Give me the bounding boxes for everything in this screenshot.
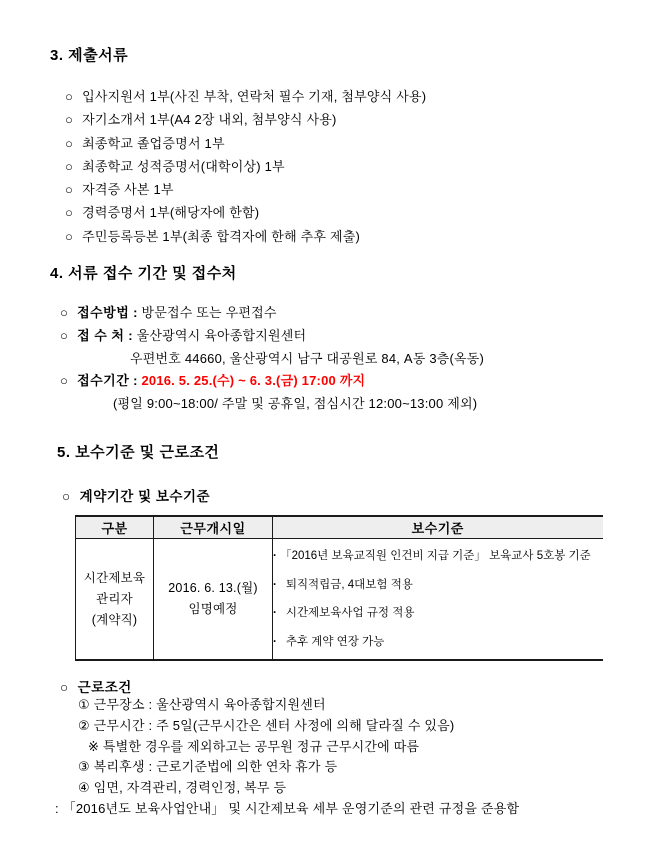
colon-separator: : [129,305,142,320]
category-cell [76,539,154,661]
pay-item-text: 「2016년 보육교직원 인건비 지급 기준」 보육교사 5호봉 기준 [285,550,591,562]
table-header-row [76,516,603,539]
condition-appointment: ④ 임면, 자격관리, 경력인정, 복무 등 [78,780,287,796]
circle-bullet-icon: ○ [60,373,69,389]
circle-bullet-icon: ○ [65,205,74,221]
list-item-text: 경력증명서 1부(해당자에 한함) [82,205,260,221]
list-item-text: 최종학교 졸업증명서 1부 [82,135,225,151]
column-header-pay-standard: 보수기준 [273,516,603,539]
circle-bullet-icon: ○ [65,135,74,151]
dot-bullet-icon: · [273,550,277,562]
condition-workplace: ① 근무장소 : 울산광역시 육아종합지원센터 [78,697,326,712]
receipt-period-value: 2016. 5. 25.(수) ~ 6. 3.(금) 17:00 까지 [141,373,366,389]
category-line: (계약직) [91,612,138,627]
dot-bullet-icon: · [273,635,277,648]
section4-title: 4. 서류 접수 기간 및 접수처 [50,265,237,282]
list-item [65,85,426,108]
section4-body [60,302,484,416]
colon-separator: : [129,373,142,389]
list-item [65,201,426,224]
colon-separator: : [124,327,137,343]
pay-item-text: 시간제보육사업 규정 적용 [285,607,415,619]
condition-welfare: ③ 복리후생 : 근로기준법에 의한 연차 휴가 등 [78,759,338,775]
receipt-method-label: 접수방법 [77,305,130,320]
dot-bullet-icon: · [273,578,277,591]
pay-item-text: 추후 계약 연장 가능 [285,635,385,648]
pay-standard-cell [273,539,603,661]
circle-bullet-icon: ○ [60,327,69,343]
condition-reference: : 「2016년도 보육사업안내」 및 시간제보육 세부 운영기준의 관련 규정을 준용함 [55,800,520,816]
condition-note: ※ 특별한 경우를 제외하고는 공무원 정규 근무시간에 따름 [88,738,420,754]
receipt-period-label: 접수기간 [77,373,130,389]
list-item [65,108,426,131]
pay-item [273,542,603,571]
column-header-start-date: 근무개시일 [154,516,273,539]
list-item-text: 최종학교 성적증명서(대학이상) 1부 [82,158,285,174]
receipt-period-hours: (평일 9:00~18:00/ 주말 및 공휴일, 점심시간 12:00~13:00 제외) [113,396,478,412]
circle-bullet-icon: ○ [65,89,74,104]
work-conditions-list [0,695,519,820]
pay-standard-heading [62,485,210,505]
circle-bullet-icon: ○ [65,158,74,174]
column-header-category: 구분 [76,516,154,539]
start-date-line: 임명예정 [188,602,238,616]
list-item [65,132,426,155]
category-line: 관리자 [96,591,133,606]
list-item-text: 주민등록등본 1부(최종 합격자에 한해 추후 제출) [82,228,361,244]
category-line: 시간제보육 [83,570,146,585]
section3-list [65,85,426,248]
list-item [65,225,426,248]
receipt-method-row [60,302,484,325]
start-date-line: 2016. 6. 13.(월) [168,581,258,595]
pay-standard-heading-text: 계약기간 및 보수기준 [79,489,211,504]
list-item-text: 자기소개서 1부(A4 2장 내외, 첨부양식 사용) [82,112,337,128]
pay-standard-table [75,515,603,661]
list-item-text: 입사지원서 1부(사진 부착, 연락처 필수 기재, 첨부양식 사용) [82,89,427,104]
circle-bullet-icon: ○ [60,305,69,320]
receipt-place-value: 울산광역시 육아종합지원센터 [136,327,307,343]
pay-item [273,628,603,657]
circle-bullet-icon: ○ [62,489,71,504]
list-item [65,178,426,201]
receipt-place-row [60,325,484,348]
list-item-text: 자격증 사본 1부 [82,182,174,198]
receipt-place-label: 접 수 처 [77,327,125,343]
dot-bullet-icon: · [273,607,277,619]
table-row [76,539,603,661]
pay-item [273,571,603,600]
section5-title: 5. 보수기준 및 근로조건 [57,444,220,461]
receipt-period-row [60,370,484,393]
receipt-method-value: 방문접수 또는 우편접수 [141,305,277,320]
pay-item [273,599,603,628]
work-conditions-heading [60,676,132,696]
pay-item-text: 퇴직적립금, 4대보험 적용 [285,578,413,591]
condition-workhours: ② 근무시간 : 주 5일(근무시간은 센터 사정에 의해 달라질 수 있음) [78,717,455,733]
work-conditions-heading-text: 근로조건 [77,680,132,695]
list-item [65,155,426,178]
circle-bullet-icon: ○ [65,228,74,244]
section3-title: 3. 제출서류 [50,47,129,64]
start-date-cell [154,539,273,661]
circle-bullet-icon: ○ [65,182,74,198]
circle-bullet-icon: ○ [65,112,74,128]
receipt-place-address: 우편번호 44660, 울산광역시 남구 대공원로 84, A동 3층(옥동) [130,350,485,366]
circle-bullet-icon: ○ [60,680,69,695]
